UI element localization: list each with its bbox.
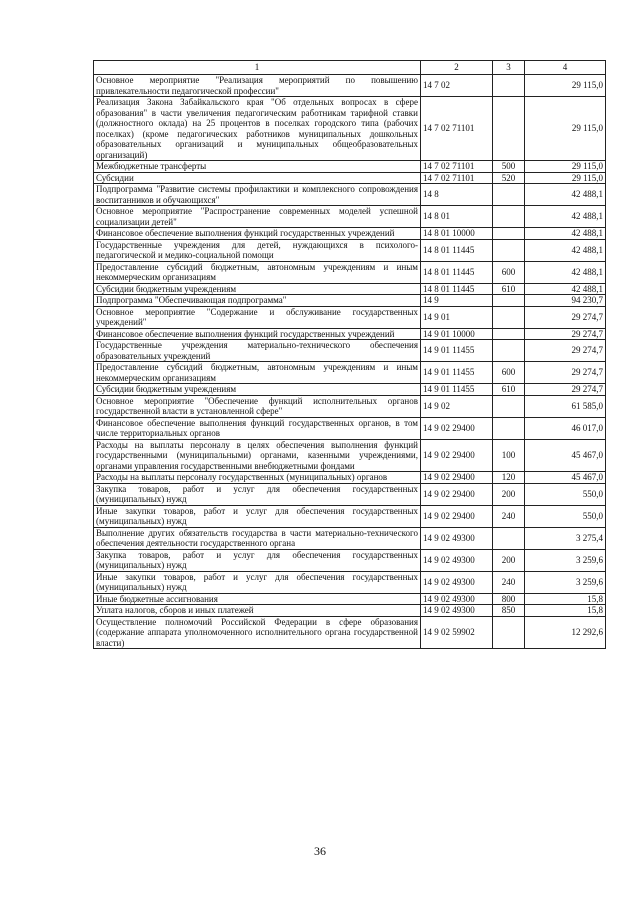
table-row xyxy=(94,395,606,417)
row-code-cell: 14 9 02 49300 xyxy=(421,593,493,605)
row-code-cell: 14 8 01 11445 xyxy=(421,283,493,295)
table-row xyxy=(94,206,606,228)
row-name-cell: Межбюджетные трансферты xyxy=(94,161,421,173)
table-row xyxy=(94,605,606,617)
table-row xyxy=(94,417,606,439)
row-name-cell: Реализация Закона Забайкальского края "Об отдельных вопросах в сфере образования" в части увеличения педагогическим работникам тарифной ставки (должностного оклада) на 25 процентов в поселках городского типа (рабочих поселках) (кроме педагогических работников муниципальных дошкольных образовательных организаций и муниципальных общеобразовательных организаций) xyxy=(94,97,421,161)
row-amount-cell: 29 274,7 xyxy=(525,362,606,384)
row-expense-type-cell: 800 xyxy=(493,593,525,605)
row-amount-cell: 42 488,1 xyxy=(525,261,606,283)
row-name-cell: Иные закупки товаров, работ и услуг для обеспечения государственных (муниципальных) нужд xyxy=(94,505,421,527)
row-amount-cell: 550,0 xyxy=(525,483,606,505)
row-name-cell: Иные бюджетные ассигнования xyxy=(94,593,421,605)
row-code-cell: 14 7 02 xyxy=(421,75,493,97)
table-row xyxy=(94,328,606,340)
table-row xyxy=(94,505,606,527)
row-expense-type-cell xyxy=(493,340,525,362)
row-name-cell: Финансовое обеспечение выполнения функций государственных учреждений xyxy=(94,328,421,340)
row-name-cell: Государственные учреждения материально-технического обеспечения образовательных учреждений xyxy=(94,340,421,362)
row-expense-type-cell: 520 xyxy=(493,172,525,184)
row-amount-cell: 42 488,1 xyxy=(525,206,606,228)
table-row xyxy=(94,571,606,593)
row-name-cell: Государственные учреждения для детей, нуждающихся в психолого-педагогической и медико-социальной помощи xyxy=(94,239,421,261)
table-row xyxy=(94,439,606,472)
row-expense-type-cell xyxy=(493,97,525,161)
row-code-cell: 14 9 02 49300 xyxy=(421,605,493,617)
table-row xyxy=(94,75,606,97)
row-amount-cell: 29 115,0 xyxy=(525,172,606,184)
row-code-cell: 14 7 02 71101 xyxy=(421,97,493,161)
row-expense-type-cell xyxy=(493,239,525,261)
table-body xyxy=(94,75,606,649)
row-expense-type-cell xyxy=(493,328,525,340)
row-expense-type-cell: 120 xyxy=(493,472,525,484)
row-amount-cell: 45 467,0 xyxy=(525,472,606,484)
row-amount-cell: 29 274,7 xyxy=(525,306,606,328)
row-amount-cell: 3 259,6 xyxy=(525,549,606,571)
row-name-cell: Расходы на выплаты персоналу в целях обеспечения выполнения функций государственными (муниципальными) органами, казенными учреждениями, органами управления государственными внебюджетными фондами xyxy=(94,439,421,472)
row-name-cell: Предоставление субсидий бюджетным, автономным учреждениям и иным некоммерческим организациям xyxy=(94,261,421,283)
row-amount-cell: 46 017,0 xyxy=(525,417,606,439)
row-code-cell: 14 9 02 xyxy=(421,395,493,417)
row-name-cell: Осуществление полномочий Российской Федерации в сфере образования (содержание аппарата уполномоченного исполнительного органа государственной власти) xyxy=(94,616,421,649)
page-number: 36 xyxy=(314,844,326,858)
table-row xyxy=(94,549,606,571)
row-name-cell: Основное мероприятие "Обеспечение функций исполнительных органов государственной власти в установленной сфере" xyxy=(94,395,421,417)
row-expense-type-cell xyxy=(493,295,525,307)
row-amount-cell: 29 274,7 xyxy=(525,340,606,362)
table-row xyxy=(94,261,606,283)
row-expense-type-cell: 600 xyxy=(493,261,525,283)
row-name-cell: Основное мероприятие "Распространение современных моделей успешной социализации детей" xyxy=(94,206,421,228)
table-row xyxy=(94,483,606,505)
row-expense-type-cell xyxy=(493,206,525,228)
table-row xyxy=(94,340,606,362)
table-row xyxy=(94,306,606,328)
row-expense-type-cell xyxy=(493,184,525,206)
header-row xyxy=(94,61,606,75)
table-row xyxy=(94,172,606,184)
row-amount-cell: 29 115,0 xyxy=(525,161,606,173)
row-code-cell: 14 9 02 49300 xyxy=(421,549,493,571)
row-code-cell: 14 8 01 10000 xyxy=(421,228,493,240)
row-expense-type-cell: 850 xyxy=(493,605,525,617)
table-row xyxy=(94,362,606,384)
row-amount-cell: 29 115,0 xyxy=(525,97,606,161)
row-code-cell: 14 9 02 29400 xyxy=(421,439,493,472)
row-expense-type-cell: 500 xyxy=(493,161,525,173)
row-name-cell: Основное мероприятие "Содержание и обслуживание государственных учреждений" xyxy=(94,306,421,328)
row-name-cell: Субсидии бюджетным учреждениям xyxy=(94,384,421,396)
row-expense-type-cell xyxy=(493,75,525,97)
row-code-cell: 14 9 02 49300 xyxy=(421,571,493,593)
table-row xyxy=(94,239,606,261)
row-name-cell: Подпрограмма "Обеспечивающая подпрограмма" xyxy=(94,295,421,307)
row-expense-type-cell: 610 xyxy=(493,384,525,396)
document-page xyxy=(93,60,605,649)
row-code-cell: 14 8 xyxy=(421,184,493,206)
row-code-cell: 14 8 01 11445 xyxy=(421,239,493,261)
row-code-cell: 14 7 02 71101 xyxy=(421,161,493,173)
row-code-cell: 14 7 02 71101 xyxy=(421,172,493,184)
table-row xyxy=(94,228,606,240)
row-code-cell: 14 9 02 29400 xyxy=(421,505,493,527)
row-code-cell: 14 9 01 11455 xyxy=(421,362,493,384)
row-name-cell: Субсидии xyxy=(94,172,421,184)
row-code-cell: 14 9 02 49300 xyxy=(421,527,493,549)
row-amount-cell: 12 292,6 xyxy=(525,616,606,649)
table-row xyxy=(94,616,606,649)
row-code-cell: 14 9 02 29400 xyxy=(421,483,493,505)
table-row xyxy=(94,384,606,396)
row-code-cell: 14 9 02 29400 xyxy=(421,472,493,484)
row-name-cell: Закупка товаров, работ и услуг для обеспечения государственных (муниципальных) нужд xyxy=(94,549,421,571)
row-name-cell: Финансовое обеспечение выполнения функций государственных органов, в том числе территориальных органов xyxy=(94,417,421,439)
row-amount-cell: 29 274,7 xyxy=(525,384,606,396)
budget-table xyxy=(93,60,606,649)
row-code-cell: 14 9 02 29400 xyxy=(421,417,493,439)
row-code-cell: 14 9 xyxy=(421,295,493,307)
row-amount-cell: 550,0 xyxy=(525,505,606,527)
row-code-cell: 14 9 01 xyxy=(421,306,493,328)
row-amount-cell: 29 115,0 xyxy=(525,75,606,97)
row-name-cell: Субсидии бюджетным учреждениям xyxy=(94,283,421,295)
table-row xyxy=(94,184,606,206)
row-amount-cell: 3 259,6 xyxy=(525,571,606,593)
row-expense-type-cell xyxy=(493,527,525,549)
row-expense-type-cell xyxy=(493,616,525,649)
row-amount-cell: 42 488,1 xyxy=(525,283,606,295)
header-col-2: 2 xyxy=(421,61,493,75)
row-name-cell: Иные закупки товаров, работ и услуг для обеспечения государственных (муниципальных) нужд xyxy=(94,571,421,593)
row-name-cell: Подпрограмма "Развитие системы профилактики и комплексного сопровождения воспитанников и обучающихся" xyxy=(94,184,421,206)
row-name-cell: Уплата налогов, сборов и иных платежей xyxy=(94,605,421,617)
row-amount-cell: 15,8 xyxy=(525,593,606,605)
row-code-cell: 14 8 01 xyxy=(421,206,493,228)
row-expense-type-cell xyxy=(493,395,525,417)
header-col-3: 3 xyxy=(493,61,525,75)
table-row xyxy=(94,472,606,484)
row-expense-type-cell: 240 xyxy=(493,505,525,527)
header-col-1: 1 xyxy=(94,61,421,75)
table-row xyxy=(94,295,606,307)
table-row xyxy=(94,527,606,549)
row-amount-cell: 94 230,7 xyxy=(525,295,606,307)
row-name-cell: Закупка товаров, работ и услуг для обеспечения государственных (муниципальных) нужд xyxy=(94,483,421,505)
row-name-cell: Основное мероприятие "Реализация мероприятий по повышению привлекательности педагогической профессии" xyxy=(94,75,421,97)
row-expense-type-cell: 200 xyxy=(493,483,525,505)
row-expense-type-cell xyxy=(493,417,525,439)
row-code-cell: 14 9 01 10000 xyxy=(421,328,493,340)
row-code-cell: 14 9 01 11455 xyxy=(421,340,493,362)
header-col-4: 4 xyxy=(525,61,606,75)
table-row xyxy=(94,283,606,295)
row-amount-cell: 61 585,0 xyxy=(525,395,606,417)
row-name-cell: Финансовое обеспечение выполнения функций государственных учреждений xyxy=(94,228,421,240)
row-amount-cell: 42 488,1 xyxy=(525,228,606,240)
row-amount-cell: 15,8 xyxy=(525,605,606,617)
row-expense-type-cell xyxy=(493,228,525,240)
table-row xyxy=(94,97,606,161)
row-expense-type-cell xyxy=(493,306,525,328)
row-name-cell: Расходы на выплаты персоналу государственных (муниципальных) органов xyxy=(94,472,421,484)
row-expense-type-cell: 200 xyxy=(493,549,525,571)
table-row xyxy=(94,161,606,173)
row-amount-cell: 42 488,1 xyxy=(525,239,606,261)
table-row xyxy=(94,593,606,605)
row-expense-type-cell: 600 xyxy=(493,362,525,384)
row-amount-cell: 45 467,0 xyxy=(525,439,606,472)
row-code-cell: 14 8 01 11445 xyxy=(421,261,493,283)
row-name-cell: Предоставление субсидий бюджетным, автономным учреждениям и иным некоммерческим организациям xyxy=(94,362,421,384)
row-expense-type-cell: 610 xyxy=(493,283,525,295)
row-expense-type-cell: 100 xyxy=(493,439,525,472)
row-name-cell: Выполнение других обязательств государства в части материально-технического обеспечения деятельности государственного органа xyxy=(94,527,421,549)
row-amount-cell: 3 275,4 xyxy=(525,527,606,549)
row-code-cell: 14 9 02 59902 xyxy=(421,616,493,649)
row-code-cell: 14 9 01 11455 xyxy=(421,384,493,396)
row-amount-cell: 29 274,7 xyxy=(525,328,606,340)
row-expense-type-cell: 240 xyxy=(493,571,525,593)
row-amount-cell: 42 488,1 xyxy=(525,184,606,206)
